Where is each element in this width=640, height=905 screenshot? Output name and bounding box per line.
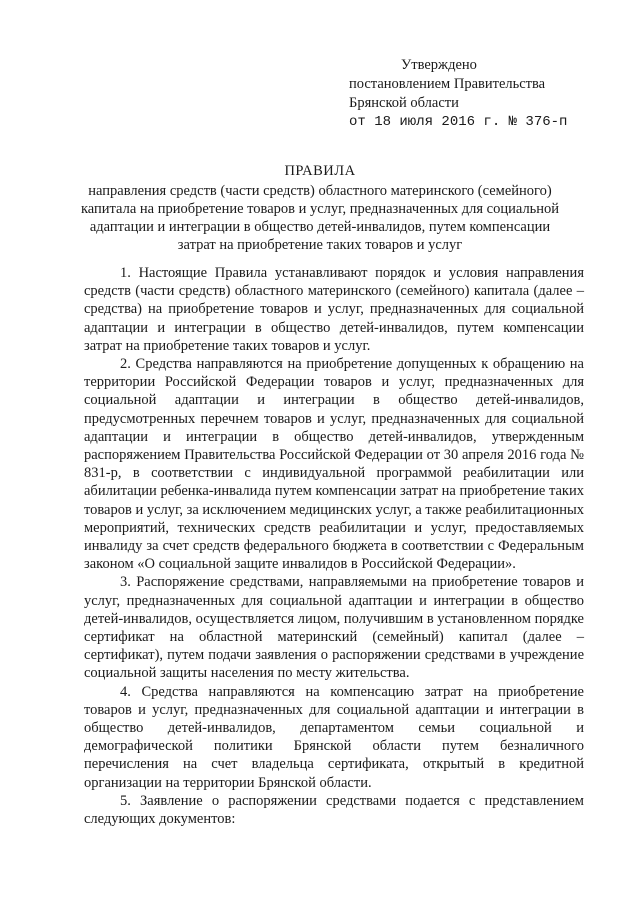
paragraph-5: 5. Заявление о распоряжении средствами подается с представлением следующих документов: [84, 792, 584, 828]
document-heading [80, 162, 560, 254]
approval-line-resolution: постановлением Правительства [349, 76, 546, 92]
approval-stamp [349, 56, 609, 132]
approval-line-date-number: от 18 июля 2016 г. № 376-п [349, 114, 568, 130]
paragraph-4: 4. Средства направляются на компенсацию затрат на приобретение товаров и услуг, предназначенных для социальной адаптации и интеграции в общество детей-инвалидов, департаментом семьи социальной и демографической политики Брянской области путем безналичного перечисления на счет владельца сертификата, открытый в кредитной организации на территории Брянской области. [84, 683, 584, 791]
document-subtitle: направления средств (части средств) областного материнского (семейного) капитала на приобретение товаров и услуг, предназначенных для социальной адаптации и интеграции в общество детей-инвалидов, путем компенсации затрат на приобретение таких товаров и услуг [80, 183, 560, 253]
document-title: ПРАВИЛА [284, 163, 356, 179]
paragraph-2: 2. Средства направляются на приобретение допущенных к обращению на территории Российской Федерации товаров и услуг, предназначенных для социальной адаптации и интеграции в общество детей-инвалидов, предусмотренных перечнем товаров и услуг, предназначенных для социальной адаптации и интеграции в общество детей-инвалидов, утвержденным распоряжением Правительства Российской Федерации от 30 апреля 2016 года № 831-р, в соответствии с индивидуальной программой реабилитации или абилитации ребенка-инвалида путем компенсации затрат на приобретение таких товаров и услуг, за исключением медицинских услуг, а также реабилитационных мероприятий, технических средств реабилитации и услуг, предоставляемых инвалиду за счет средств федерального бюджета в соответствии с Федеральным законом «О социальной защите инвалидов в Российской Федерации». [84, 356, 584, 573]
paragraph-1: 1. Настоящие Правила устанавливают порядок и условия направления средств (части средств) областного материнского (семейного) капитала (далее – средства) на приобретение товаров и услуг, предназначенных для социальной адаптации и интеграции в общество детей-инвалидов, путем компенсации затрат на приобретение таких товаров и услуг. [84, 265, 584, 354]
approval-line-region: Брянской области [349, 95, 459, 111]
paragraph-3: 3. Распоряжение средствами, направляемыми на приобретение товаров и услуг, предназначенных для социальной адаптации и интеграции в общество детей-инвалидов, осуществляется лицом, получившим в установленном порядке сертификат на областной материнский (семейный) капитал (далее – сертификат), путем подачи заявления о распоряжении средствами в учреждение социальной защиты населения по месту жительства. [84, 574, 584, 682]
approval-line-approved: Утверждено [401, 57, 477, 73]
document-body [84, 264, 584, 828]
